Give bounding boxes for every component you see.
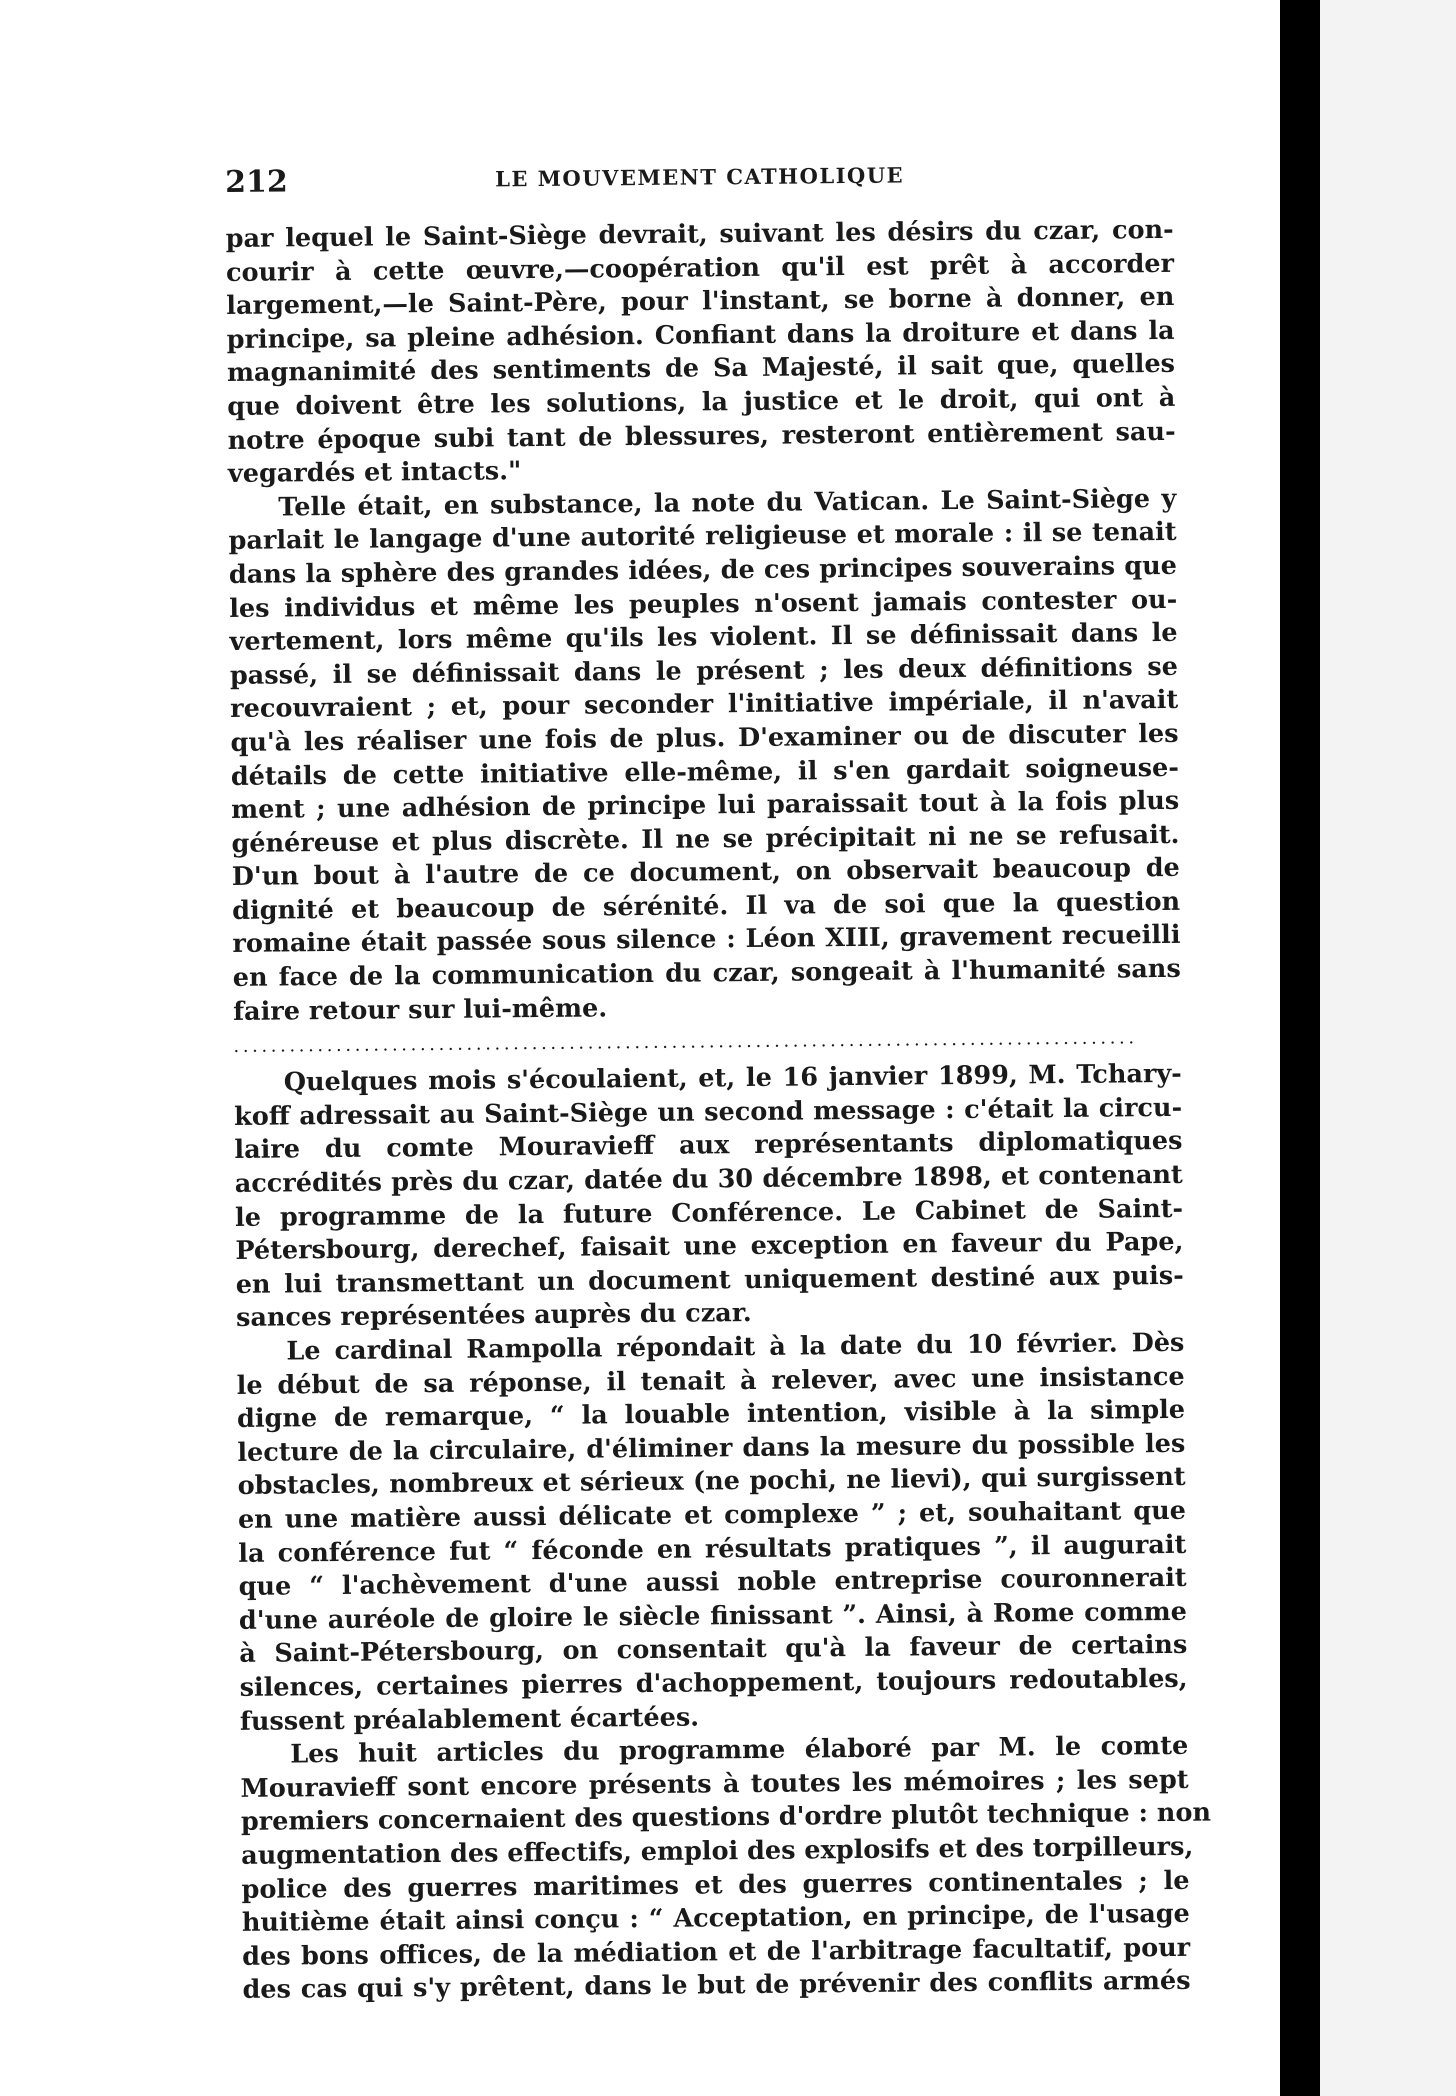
- text-line: par lequel le Saint-Siège devrait, suivant les désirs du czar, con-: [225, 214, 1174, 254]
- text-line: passé, il se définissait dans le présent ; les deux définitions se: [229, 651, 1179, 691]
- book-page: [225, 156, 1212, 2008]
- text-line: courir à cette œuvre,—coopération qu'il est prêt à accorder: [225, 248, 1175, 288]
- ellipsis-separator: .................................................................................................: [233, 1027, 1138, 1058]
- text-line: le début de sa réponse, il tenait à relever, avec une insistance: [236, 1361, 1185, 1401]
- text-line: des bons offices, de la médiation et de l'arbitrage facultatif, pour: [242, 1932, 1191, 1972]
- text-line: la conférence fut “ féconde en résultats pratiques ”, il augurait: [238, 1529, 1187, 1569]
- text-line: dignité et beaucoup de sérénité. Il va de soi que la question: [232, 886, 1181, 926]
- text-line: Les huit articles du programme élaboré par M. le comte: [290, 1730, 1189, 1770]
- text-line: magnanimité des sentiments de Sa Majesté, il sait que, quelles: [226, 349, 1176, 389]
- text-line: à Saint-Pétersbourg, on consentait qu'à la faveur de certains: [239, 1630, 1188, 1670]
- text-line: sances représentées auprès du czar.: [235, 1298, 752, 1334]
- text-line: premiers concernaient des questions d'ordre plutôt technique : non: [240, 1797, 1212, 1838]
- text-line: silences, certaines pierres d'achoppement, toujours redoutables,: [239, 1663, 1188, 1703]
- text-line: dans la sphère des grandes idées, de ces principes souverains que: [228, 550, 1178, 590]
- text-line: augmentation des effectifs, emploi des explosifs et des torpilleurs,: [241, 1831, 1194, 1871]
- text-line: en une matière aussi délicate et complexe ” ; et, souhaitant que: [237, 1495, 1187, 1535]
- text-line: recouvraient ; et, pour seconder l'initiative impériale, il n'avait: [230, 685, 1179, 725]
- text-line: détails de cette initiative elle-même, il s'en gardait soigneuse-: [230, 752, 1179, 792]
- text-line: les individus et même les peuples n'osent jamais contester ou-: [229, 584, 1178, 624]
- text-line: le programme de la future Conférence. Le Cabinet de Saint-: [234, 1193, 1184, 1233]
- text-line: des cas qui s'y prêtent, dans le but de prévenir des conflits armés: [242, 1966, 1191, 2006]
- text-line: huitième était ainsi conçu : “ Acceptation, en principe, de l'usage: [241, 1898, 1190, 1939]
- running-title: LE MOUVEMENT CATHOLIQUE: [495, 162, 905, 192]
- text-line: digne de remarque, “ la louable intention, visible à la simple: [236, 1395, 1186, 1435]
- text-line: largement,—le Saint-Père, pour l'instant, se borne à donner, en: [226, 282, 1175, 322]
- text-line: Le cardinal Rampolla répondait à la date du 10 février. Dès: [286, 1327, 1185, 1367]
- text-line: vertement, lors même qu'ils les violent. Il se définissait dans le: [229, 618, 1178, 658]
- text-line: généreuse et plus discrète. Il ne se précipitait ni ne se refusait.: [231, 819, 1180, 859]
- text-line: koff adressait au Saint-Siège un second message : c'était la circu-: [233, 1092, 1183, 1132]
- text-line: qu'à les réaliser une fois de plus. D'examiner ou de discuter les: [230, 718, 1179, 758]
- text-line: fussent préalablement écartées.: [239, 1702, 700, 1737]
- text-line: Quelques mois s'écoulaient, et, le 16 janvier 1899, M. Tchary-: [283, 1059, 1182, 1098]
- text-line: Telle était, en substance, la note du Vatican. Le Saint-Siège y: [278, 483, 1177, 523]
- running-head: [225, 156, 1173, 205]
- text-line: D'un bout à l'autre de ce document, on observait beaucoup de: [231, 853, 1180, 893]
- page-number: 212: [225, 164, 288, 200]
- scan-margin: [1320, 0, 1456, 2096]
- text-line: Mouravieff sont encore présents à toutes les mémoires ; les sept: [240, 1764, 1189, 1804]
- text-line: faire retour sur lui-même.: [232, 993, 608, 1027]
- text-line: laire du comte Mouravieff aux représentants diplomatiques: [234, 1126, 1183, 1166]
- text-line: principe, sa pleine adhésion. Confiant dans la droiture et dans la: [226, 315, 1175, 355]
- text-line: en face de la communication du czar, songeait à l'humanité sans: [232, 953, 1181, 994]
- text-line: lecture de la circulaire, d'éliminer dans la mesure du possible les: [237, 1428, 1186, 1468]
- text-line: que “ l'achèvement d'une aussi noble entreprise couronnerait: [238, 1562, 1187, 1603]
- text-line: obstacles, nombreux et sérieux (ne pochi, ne lievi), qui surgissent: [237, 1462, 1186, 1502]
- text-line: notre époque subi tant de blessures, resteront entièrement sau-: [227, 416, 1176, 456]
- text-line: d'une auréole de gloire le siècle finissant ”. Ainsi, à Rome comme: [238, 1596, 1188, 1636]
- text-line: romaine était passée sous silence : Léon XIII, gravement recueilli: [232, 920, 1181, 960]
- text-line: en lui transmettant un document uniquement destiné aux puis-: [235, 1260, 1184, 1300]
- text-line: que doivent être les solutions, la justice et le droit, qui ont à: [227, 382, 1176, 422]
- scan-border-bar: [1280, 0, 1320, 2096]
- text-line: parlait le langage d'une autorité religieuse et morale : il se tenait: [228, 517, 1177, 557]
- body-text: [225, 214, 1212, 2008]
- text-line: Pétersbourg, derechef, faisait une exception en faveur du Pape,: [235, 1227, 1184, 1267]
- text-line: police des guerres maritimes et des guerres continentales ; le: [241, 1865, 1190, 1905]
- text-line: ment ; une adhésion de principe lui paraissait tout à la fois plus: [231, 785, 1180, 826]
- text-line: vegardés et intacts.": [227, 456, 522, 490]
- text-line: accrédités près du czar, datée du 30 décembre 1898, et contenant: [234, 1159, 1183, 1199]
